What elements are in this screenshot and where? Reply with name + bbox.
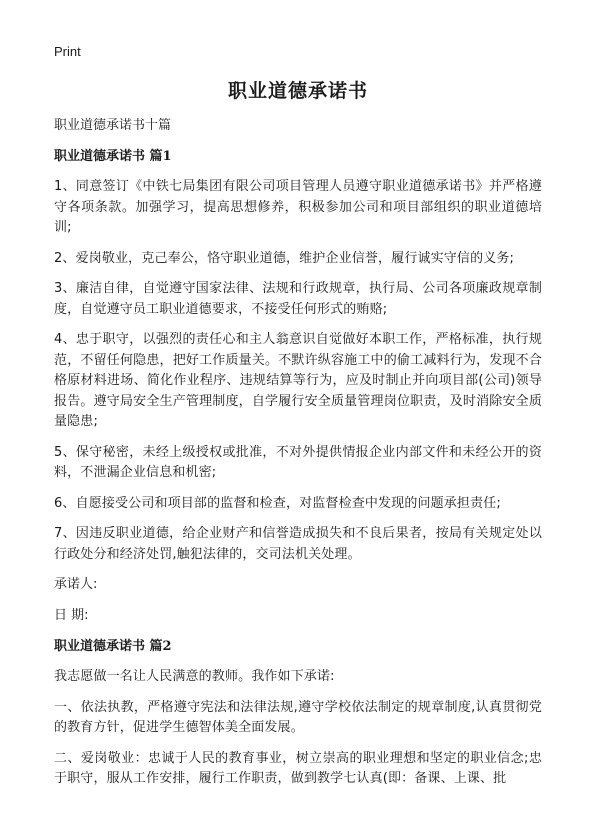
paragraph: 一、依法执教，严格遵守宪法和法律法规,遵守学校依法制定的规章制度,认真贯彻党的教育方针，促进学生德智体美全面发展。: [54, 699, 542, 735]
paragraph: 6、自愿接受公司和项目部的监督和检查，对监督检查中发现的问题承担责任;: [54, 495, 501, 511]
section-heading: 职业道德承诺书 篇2: [54, 639, 172, 654]
document-title: 职业道德承诺书: [227, 80, 368, 102]
paragraph: 5、保守秘密，未经上级授权或批准，不对外提供情报企业内部文件和未经公开的资料，不泄漏企业信息和机密;: [54, 444, 542, 480]
date-label: 日 期:: [54, 608, 89, 623]
paragraph: 7、因违反职业道德，给企业财产和信誉造成损失和不良后果者，按局有关规定处以行政处分和经济处罚,触犯法律的，交司法机关处理。: [54, 526, 542, 562]
print-link[interactable]: Print: [54, 44, 81, 59]
document-subtitle: 职业道德承诺书十篇: [54, 118, 172, 133]
paragraph: 4、忠于职守，以强烈的责任心和主人翁意识自觉做好本职工作，严格标准，执行规范，不留任何隐患，把好工作质量关。不默许纵容施工中的偷工减料行为，发现不合格原材料进场、简化作业程序、违规结算等行为，应及时制止并向项目部(公司)领导报告。遵守局安全生产管理制度，自学履行安全质量管理岗位职责，及时消除安全质量隐患;: [54, 332, 542, 429]
paragraph: 我志愿做一名让人民满意的教师。我作如下承诺:: [54, 669, 335, 684]
paragraph: 3、廉洁自律，自觉遵守国家法律、法规和行政规章，执行局、公司各项廉政规章制度，自觉遵守员工职业道德要求，不接受任何形式的贿赂;: [54, 281, 542, 317]
section-heading: 职业道德承诺书 篇1: [54, 149, 172, 164]
paragraph: 1、同意签订《中铁七局集团有限公司项目管理人员遵守职业道德承诺书》并严格遵守各项条款。加强学习，提高思想修养，积极参加公司和项目部组织的职业道德培训;: [54, 179, 542, 235]
paragraph: 二、爱岗敬业：忠诚于人民的教育事业，树立崇高的职业理想和坚定的职业信念;忠于职守，服从工作安排，履行工作职责，做到教学七认真(即：备课、上课、批: [54, 750, 542, 786]
paragraph: 2、爱岗敬业，克己奉公，恪守职业道德，维护企业信誉，履行诚实守信的义务;: [54, 250, 515, 266]
signer-label: 承诺人:: [54, 577, 98, 592]
